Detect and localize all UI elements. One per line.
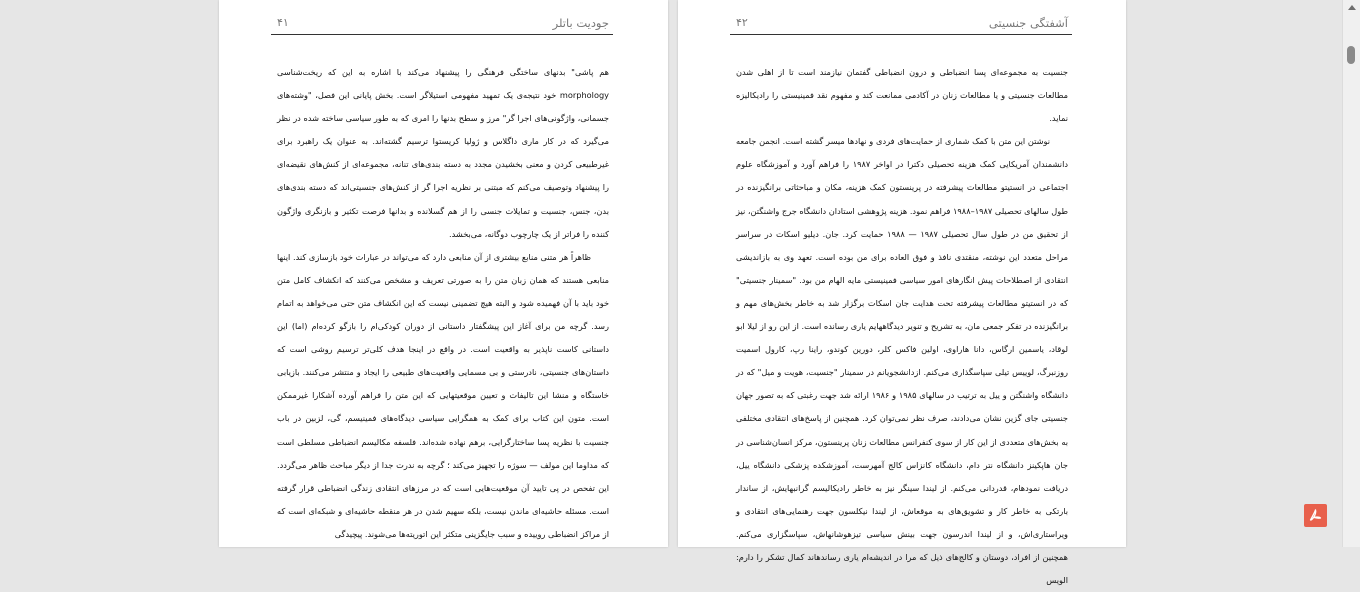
paragraph: نوشتن این متن با کمک شماری از حمایت‌های فردی و نهادها میسر گشته است. انجمن جامعه دانشمندان آمریکایی کمک هزینه تحصیلی دکترا در اواخر ۱۹۸۷ را فراهم آورد و آموزشگاه علوم اجتماعی در انستیتو مطالعات پیشرفته در پرینستون کمک هزینه، مکان و مباحثاتی برانگیزنده در طول سالهای تحصیلی ۱۹۸۷–۱۹۸۸ فراهم نمود. هزینه پژوهشی استادان دانشگاه جرج واشنگتن، نیز از تحقیق من در طول سال تحصیلی ۱۹۸۷ — ۱۹۸۸ حمایت کرد. جان. دیلیو اسکات در سراسر مراحل متعدد این نوشته، منقتدی نافذ و فوق العاده برای من بوده است. تعهد وی به بازاندیشی انتقادی از اصطلاحات پیش انگارهای امور سیاسی فمینیستی مایه الهام من بود. "سمینار جنسیتی" که در انستیتو مطالعات پیشرفته تحت هدایت جان اسکات برگزار شد به خاطر بخش‌های مهم و برانگیزنده در تفکر جمعی مان، به تشریح و تنویر دیدگاههایم یاری رسانده است. از این رو از لیلا ابو لوقاد، یاسمین ارگاس، دانا هاراوی، اولین فاکس کلر، دورین کوندو، راینا رپ، کارول اسمیت روزنبرگ، لوییس تیلی سپاسگذاری می‌کنم. ازدانشجویانم در سمینار "جنسیت، هویت و میل" که در دانشگاه واشنگتن و ییل به ترتیب در سالهای ۱۹۸۵ و ۱۹۸۶ ارائه شد جهت رغبتی که به تصور جهان جنسیتی جای گزین نشان می‌دادند، صرف نظر نمی‌توان کرد. همچنین از پاسخ‌های انتقادی مختلفی به بخش‌های متعددی از این کار از سوی کنفرانس مطالعات زنان پرینستون، مرکز انسان‌شناسی در جان هاپکینز دانشگاه نتر دام، دانشگاه کانزاس کالج آمهرست، آموزشکده پزشکی دانشگاه ییل، دریافت نمودهام، قدردانی می‌کنم. از لیندا سینگر نیز به خاطر رادیکالیسم گرانبهایش، از ساندار بارتکی به خاطر کار و تشویق‌های به موقعاش، از لیندا نیکلسون جهت رهنمایی‌های انتقادی و ویراستاری‌اش، و از لیندا اندرسون جهت بینش سیاسی تیزهوشانهاش، سپاسگزاری می‌کنم. همچنین از افراد، دوستان و کالج‌های ذیل که مرا در اندیشه‌ام یاری رساندهاند کمال تشکر را دارم: الویس bbox=[736, 136, 1068, 586]
scroll-thumb[interactable] bbox=[1347, 46, 1355, 64]
page-body bbox=[736, 61, 1068, 592]
page-body bbox=[277, 61, 609, 546]
pdf-acrobat-icon bbox=[1308, 508, 1323, 523]
running-title: آشفتگی جنسیتی bbox=[988, 16, 1068, 30]
pdf-page-42 bbox=[678, 0, 1126, 586]
page-header bbox=[271, 14, 613, 35]
page-header bbox=[730, 14, 1072, 35]
paragraph: ظاهراً هر متنی منابع بیشتری از آن منابعی دارد که می‌تواند در عبارات خود بازسازی کند. اینها منابعی هستند که همان زبان متن را به صورتی تعریف و مشخص می‌کنند که انکشاف کامل متن خود باید با آن فهمیده شود و البته هیچ تضمینی نیست که این انکشاف متن حتی می‌خواهد به اتمام رسد. گرچه من برای آغاز این پیشگفتار داستانی از دوران کودکی‌ام را بازگو کرده‌ام (اما) این داستانی کاست ناپذیر به واقعیت است. در واقع در اینجا هدف کلی‌تر ترسیم روشی است که داستان‌های جنسیتی، نادرستی و بی مسمایی واقعیت‌های طبیعی را ایجاد و منتشر می‌کنند. بازیابی خاستگاه و منشا این تالیفات و تعیین موقعیتهایی که این متن را فراهم آورده آشکارا غیرممکن است. متون این کتاب برای کمک به همگرایی سیاسی دیدگاه‌های فمینیسم، گی، لزبین در باب جنسیت با نظریه پسا ساختارگرایی، برهم نهاده شده‌اند. فلسفه مکالیسم انضباطی مسلطی است که مداوما این مولف — سوژه را تجهیز می‌کند ؛ گرچه به ندرت جدا از دیگر مباحث ظاهر می‌گردد. این تفحص در پی تایید آن موقعیت‌هایی است که در مرزهای انتقادی زندگی انضباطی قرار گرفته است. مسئله حاشیه‌ای ماندن نیست، بلکه سهیم شدن در هر منقطه حاشیه‌ای و شبکه‌ای است که از مراکز انضباطی روییده و سبب جایگزینی متکثر این اتوریته‌ها می‌شوند. پیچیدگی bbox=[277, 251, 609, 539]
running-title: جودیت باتلر bbox=[552, 16, 609, 30]
page-number: ۴۲ bbox=[736, 16, 748, 29]
paragraph: جنسیت به مجموعه‌ای پسا انضباطی و درون انضباطی گفتمان نیازمند است تا از اهلی شدن مطالعات جنسیتی و یا مطالعات زنان در آکادمی ممانعت کند و مفهوم نقد فمینیستی را رادیکالیزه نماید. bbox=[736, 67, 1068, 124]
paragraph: هم پاشی" بدنهای ساختگی فرهنگی را پیشنهاد می‌کند با اشاره به این که ریخت‌شناسی morphology خود نتیجه‌ی یک تمهید مفهومی استیلاگر است. بخش پایانی این فصل، "وشته‌های جسمانی، واژگونی‌های اجرا گر" مرز و سطح بدنها را امری که به طور سیاسی ساخته شده در نظر می‌گیرد که در کار ماری داگلاس و ژولیا کریستوا ترسیم گشته‌اند. به عنوان یک راهبرد برای غیرطبیعی کردن و معنی بخشیدن مجدد به دسته بندی‌های تنانه، مجموعه‌ای از کنش‌های نقیضه‌ای را پیشنهاد وتوصیف می‌کنم که مبتنی بر نظریه اجرا گر از کنش‌های جنسیتی‌اند که دسته بندی‌های بدن، جنس، جنسیت و تمایلات جنسی را از هم گسلانده و بدانها فرصت تکثیر و بازنگری واژگون کننده را فراتر از یک چارچوب دوگانه، می‌بخشد. bbox=[277, 67, 609, 239]
scroll-up-arrow-icon[interactable] bbox=[1348, 5, 1356, 10]
vertical-scrollbar[interactable] bbox=[1342, 0, 1360, 547]
pdf-page-41 bbox=[219, 0, 668, 547]
pdf-tools-button[interactable] bbox=[1304, 504, 1327, 527]
page-number: ۴۱ bbox=[277, 16, 289, 29]
